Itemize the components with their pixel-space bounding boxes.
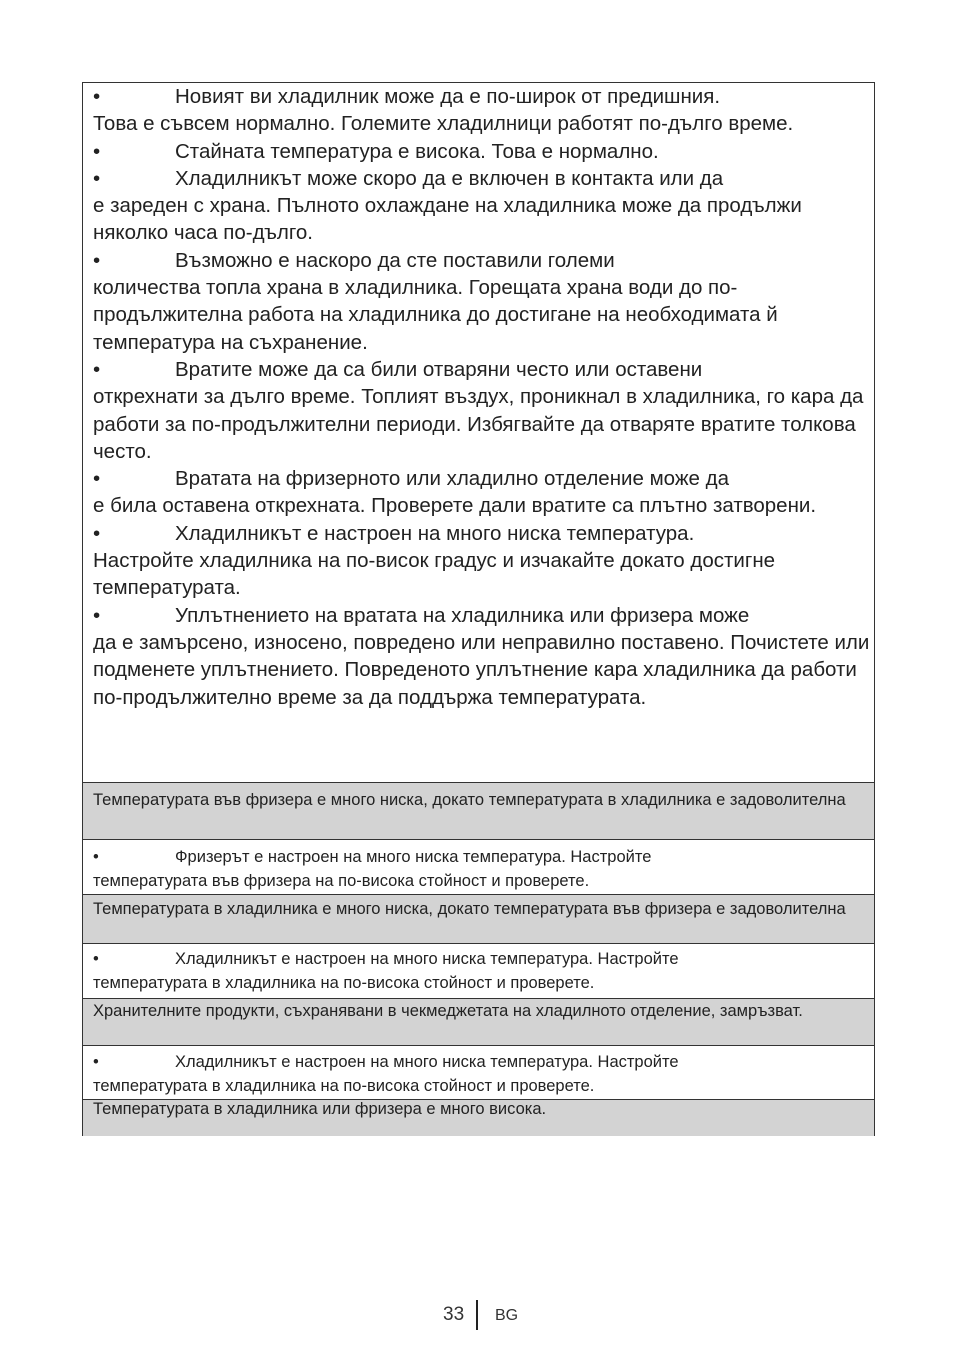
section-remedy-freezer-too-cold: • Фризерът е настроен на много ниска температура. Настройте температурата във фризера на по-висока стойност и проверете. bbox=[83, 840, 874, 895]
list-item: • Хладилникът може скоро да е включен в контакта или да е зареден с храна. Пълното охлаждане на хладилника може да продължи няколко часа по-дълго. bbox=[93, 166, 802, 245]
list-item: • Стайната температура е висока. Това е нормално. bbox=[93, 139, 659, 163]
list-item: • Възможно е наскоро да сте поставили големи количества топла храна в хладилника. Горещата храна води до по-продължителна работа на хладилника до достигане на необходимата й температура на съхранение. bbox=[93, 248, 778, 354]
language-code: BG bbox=[495, 1307, 519, 1324]
page-number: 33 bbox=[443, 1304, 465, 1325]
list-item: • Вратата на фризерното или хладилно отделение може да е била оставена открехната. Проверете дали вратите са плътно затворени. bbox=[93, 467, 817, 518]
list-item: • Вратите може да са били отваряни често или оставени открехнати за дълго време. Топлият въздух, проникнал в хладилника, го кара да работи за по-продължителни периоди. Избягвайте да отваряте вратите толкова често. bbox=[93, 357, 864, 463]
section-remedy-fridge-too-cold: • Хладилникът е настроен на много ниска температура. Настройте температурата в хладилника на по-висока стойност и проверете. bbox=[83, 944, 874, 999]
footer-divider bbox=[476, 1300, 478, 1330]
list-item: • Новият ви хладилник може да е по-широк от предишния. Това е съвсем нормално. Големите хладилници работят по-дълго време. bbox=[93, 85, 794, 136]
list-item: • Уплътнението на вратата на хладилника или фризера може да е замърсено, износено, повредено или неправилно поставено. Почистете или подменете уплътнението. Повреденото уплътнение кара хладилника да работи по-продължително време за да поддържа температурата. bbox=[93, 603, 870, 709]
section-heading-drawers-freezing: Хранителните продукти, съхранявани в чекмеджетата на хладилното отделение, замръзват. bbox=[83, 999, 874, 1046]
section-heading-temperature-too-high: Температурата в хладилника или фризера е много висока. bbox=[83, 1100, 874, 1136]
page-footer bbox=[0, 1300, 954, 1332]
section-remedy-drawers-freezing: • Хладилникът е настроен на много ниска температура. Настройте температурата в хладилника на по-висока стойност и проверете. bbox=[83, 1046, 874, 1100]
main-troubleshooting-text bbox=[83, 83, 874, 783]
section-heading-fridge-too-cold: Температурата в хладилника е много ниска, докато температурата във фризера е задоволителна bbox=[83, 895, 874, 944]
section-heading-freezer-too-cold: Температурата във фризера е много ниска, докато температурата в хладилника е задоволителна bbox=[83, 783, 874, 840]
troubleshooting-table bbox=[82, 82, 875, 1136]
list-item: • Хладилникът е настроен на много ниска температура. Настройте хладилника на по-висок градус и изчакайте докато достигне температурата. bbox=[93, 521, 776, 600]
